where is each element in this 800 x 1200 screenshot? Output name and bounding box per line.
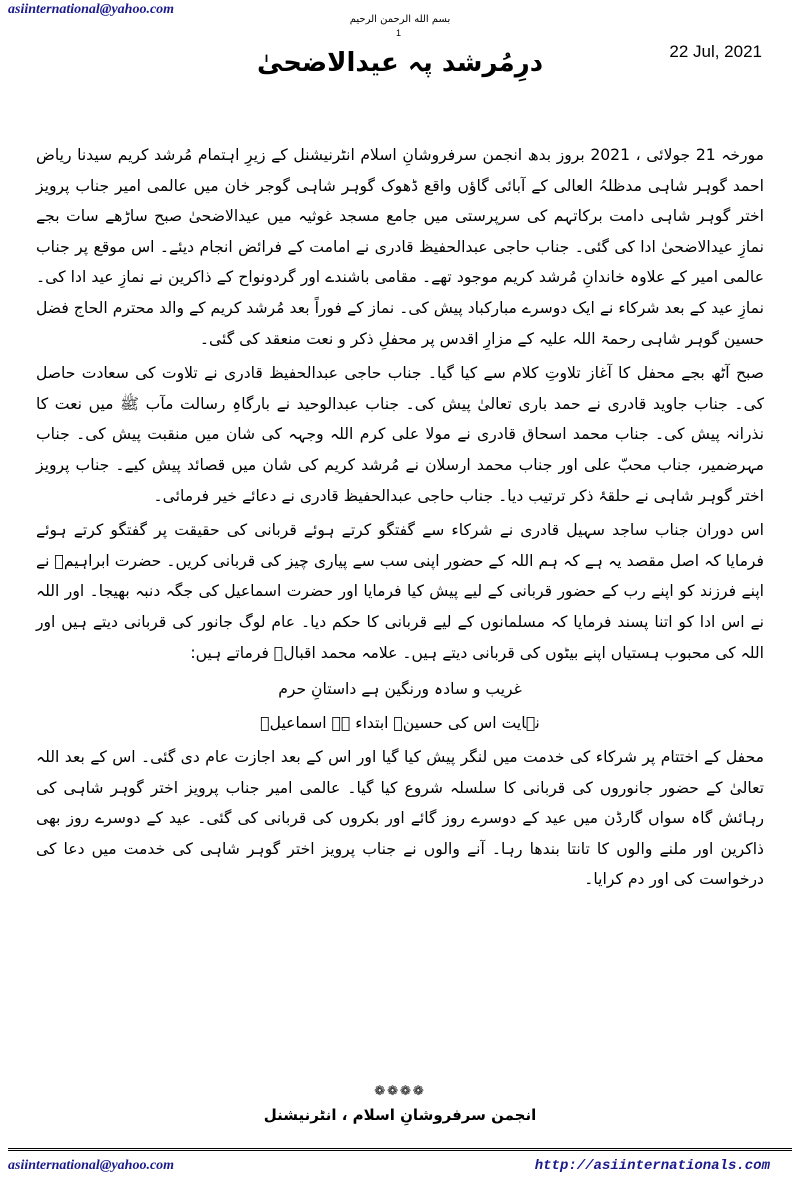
closing-paragraph: محفل کے اختتام پر شرکاء کی خدمت میں لنگر پیش کیا گیا اور اس کے بعد اجازت عام دی گئی۔ اس کے بعد اللہ تعالیٰ کے حضور جانوروں کی قربانی کا سلسلہ شروع کیا گیا۔ عالمی امیر جناب پرویز اختر گوہر شاہی کی رہائش گاہ سواں گارڈن میں عید کے دوسرے روز گائے اور بکروں کی قربانی کی گئی۔ عید کے دوسرے روز بھی ذاکرین اور ملنے والوں کا تانتا بندھا رہا۔ آنے والوں نے جناب پرویز اختر گوہر شاہی کی خدمت میں دعا کی درخواست کی اور دم کرایا۔ bbox=[36, 748, 764, 889]
couplet-line: نہایت اس کی حسینؑ ابتداء ہے اسماعیلؑ bbox=[260, 714, 540, 733]
footer-divider bbox=[8, 1148, 792, 1151]
ornament-divider: ❁❁❁❁ bbox=[374, 1084, 426, 1099]
footer-url[interactable]: http://asiinternationals.com bbox=[534, 1158, 770, 1174]
couplet-line: غریب و سادہ ورنگین ہے داستانِ حرم bbox=[278, 680, 522, 699]
page-number: 1 bbox=[396, 28, 402, 38]
paragraph: صبح آٹھ بجے محفل کا آغاز تلاوتِ کلام سے کیا گیا۔ جناب حاجی عبدالحفیظ قادری نے تلاوت کی سعادت حاصل کی۔ جناب جاوید قادری نے حمد باری تعالیٰ پیش کی۔ جناب عبدالوحید نے بارگاہِ رسالت مآب ﷺ میں نعت کا نذرانہ پیش کی۔ جناب محمد اسحاق قادری نے مولا علی کرم اللہ وجہہ کی شان میں منقبت پیش کی۔ جناب مہرضمیر، جناب محبّ علی اور جناب محمد ارسلان نے مُرشد کریم کی شان میں قصائد پیش کیے۔ جناب پرویز اختر گوہر شاہی نے حلقۂ ذکر ترتیب دیا۔ جناب حاجی عبدالحفیظ قادری نے دعائے خیر فرمائی۔ bbox=[36, 364, 765, 505]
date: 22 Jul, 2021 bbox=[669, 42, 762, 61]
paragraph: اس دوران جناب ساجد سہیل قادری نے شرکاء سے گفتگو کرتے ہوئے قربانی کی حقیقت پر گفتگو کرتے ہوئے فرمایا کہ اصل مقصد یہ ہے کہ ہم اللہ کے حضور اپنی سب سے پیاری چیز کی قربانی کریں۔ حضرت ابراہیمؑ نے اپنے فرزند کو اپنے رب کے حضور قربانی کے لیے پیش کیا فرمایا اور حضرت اسماعیل کی جگہ دنبہ بھیجا۔ اور اللہ نے اس ادا کو اتنا پسند فرمایا کہ مسلمانوں کے لیے قربانی کا حکم دیا۔ عام لوگ جانور کی قربانی دیتے ہیں اور اللہ کی محبوب ہستیاں اپنے بیٹوں کی قربانی دیتے ہیں۔ علامہ محمد اقبالؒ فرماتے ہیں: bbox=[36, 521, 764, 662]
header-email[interactable]: asiinternational@yahoo.com bbox=[8, 2, 175, 17]
page-title: درِمُرشد پہ عیدالاضحیٰ bbox=[256, 48, 544, 78]
article-body bbox=[36, 140, 764, 899]
poetry-couplet bbox=[36, 672, 764, 740]
bismillah: بسم الله الرحمن الرحیم bbox=[349, 14, 451, 25]
footer-email[interactable]: asiinternational@yahoo.com bbox=[8, 1158, 175, 1173]
organization-name: انجمن سرفروشانِ اسلام ، انٹرنیشنل bbox=[263, 1106, 537, 1124]
paragraph: مورخہ 21 جولائی ، 2021 بروز بدھ انجمن سرفروشانِ اسلام انٹرنیشنل کے زیرِ اہتمام مُرشد کریم سیدنا ریاض احمد گوہر شاہی مدظلہُ العالی کے آبائی گاؤں واقع ڈھوک گوہر شاہی گوجر خان میں عالمی امیر جناب پرویز اختر گوہر شاہی دامت برکاتہم کی سرپرستی میں جامع مسجد غوثیہ میں عیدالاضحیٰ صبح ساڑھے سات بجے نمازِ عیدالاضحیٰ ادا کی گئی۔ جناب حاجی عبدالحفیظ قادری نے امامت کے فرائض انجام دیئے۔ اس موقع پر جناب عالمی امیر کے علاوہ خاندانِ مُرشد کریم موجود تھے۔ مقامی باشندے اور گردونواح کے ذاکرین نے نمازِ عید ادا کی۔ نمازِ عید کے بعد شرکاء نے ایک دوسرے مبارکباد پیش کی۔ نماز کے فوراً بعد مُرشد کریم کے والد محترم الحاج فضل حسین گوہر شاہی رحمۃ اللہ علیہ کے مزارِ اقدس پر محفلِ ذکر و نعت منعقد کی گئی۔ bbox=[36, 146, 764, 348]
